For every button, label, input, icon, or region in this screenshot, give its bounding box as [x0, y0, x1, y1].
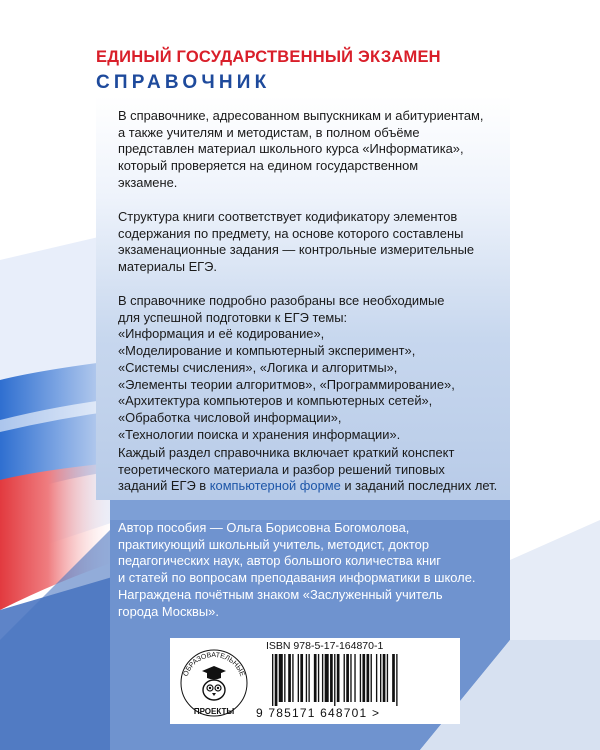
barcode-bar	[371, 654, 372, 702]
barcode-bar	[362, 654, 365, 702]
barcode-bar	[314, 654, 317, 702]
text-line: Награждена почётным знаком «Заслуженный учитель	[118, 586, 443, 602]
text-line: и статей по вопросам преподавания информатики в школе.	[118, 570, 476, 586]
owl-logo-icon	[176, 643, 252, 719]
barcode-bar	[292, 654, 293, 702]
exam-title: ЕДИНЫЙ ГОСУДАРСТВЕННЫЙ ЭКЗАМЕН	[96, 48, 441, 66]
barcode-bar	[387, 654, 388, 702]
text-line: а также учителям и методистам, в полном объёме	[118, 124, 420, 140]
topic-line: «Архитектура компьютеров и компьютерных сетей»,	[118, 393, 433, 409]
topic-line: «Системы счисления», «Логика и алгоритмы»,	[118, 359, 398, 375]
barcode-bar	[344, 654, 345, 702]
paragraph-author	[118, 520, 498, 620]
text-line: города Москвы».	[118, 603, 219, 619]
paragraph-topics	[118, 293, 498, 443]
barcode-bar	[272, 654, 273, 706]
barcode-bar	[367, 654, 370, 702]
barcode-bar	[380, 654, 381, 702]
text-line: В справочнике, адресованном выпускникам и абитуриентам,	[118, 108, 484, 123]
paragraph-audience	[118, 108, 498, 192]
barcode-bar	[376, 654, 377, 702]
barcode-bar	[298, 654, 299, 702]
barcode-bar	[354, 654, 355, 702]
barcode-bar	[308, 654, 309, 702]
barcode-bar	[337, 654, 340, 702]
barcode-bar	[275, 654, 278, 706]
barcode-bar	[360, 654, 361, 702]
highlight-computer-form: компьютерной форме	[209, 478, 341, 494]
topic-line: «Элементы теории алгоритмов», «Программирование»,	[118, 376, 455, 392]
topic-line: «Технологии поиска и хранения информации».	[118, 426, 401, 442]
barcode-bar	[306, 654, 307, 702]
publisher-arc-text: ОБРАЗОВАТЕЛЬНЫЕ	[182, 651, 246, 678]
barcode-bar	[279, 654, 283, 702]
text-line: содержания по предмету, на основе которого составлены	[118, 225, 464, 241]
barcode-bar	[346, 654, 349, 702]
barcode-bars	[270, 654, 452, 706]
barcode-bar	[318, 654, 319, 702]
barcode-bar	[383, 654, 386, 702]
text-line: экзамене.	[118, 174, 178, 190]
barcode-bar	[392, 654, 395, 702]
barcode-bar	[396, 654, 397, 706]
text-line: представлен материал школьного курса «Информатика»,	[118, 141, 464, 157]
topic-line: «Информация и её кодирование»,	[118, 326, 325, 342]
publisher-name: ПРОЕКТЫ	[193, 707, 235, 716]
text-fragment: и заданий последних лет.	[340, 478, 498, 494]
barcode-bar	[334, 654, 335, 706]
text-line: теоретического материала и разбор решений типовых	[118, 461, 445, 477]
text-line: Структура книги соответствует кодификатору элементов	[118, 209, 458, 224]
text-line: педагогических наук, автор большого количества книг	[118, 553, 441, 569]
barcode-bar	[322, 654, 323, 702]
text-line: экзаменационные задания — контрольные измерительные	[118, 242, 475, 258]
barcode-bar	[300, 654, 303, 702]
text-line: Каждый раздел справочника включает краткий конспект	[118, 445, 455, 460]
text-fragment: заданий ЕГЭ в	[118, 478, 210, 494]
paragraph-sections	[118, 445, 498, 495]
text-line: материалы ЕГЭ.	[118, 259, 218, 275]
text-line: В справочнике подробно разобраны все необходимые	[118, 293, 445, 308]
text-line: для успешной подготовки к ЕГЭ темы:	[118, 309, 348, 325]
text-line	[118, 478, 498, 495]
text-line: который проверяется на едином государственном	[118, 158, 419, 174]
paragraph-structure	[118, 209, 498, 276]
isbn-label: ISBN 978-5-17-164870-1	[266, 640, 384, 652]
text-line: Автор пособия — Ольга Борисовна Богомолова,	[118, 520, 410, 535]
text-line: практикующий школьный учитель, методист, доктор	[118, 536, 429, 552]
barcode-bar	[350, 654, 351, 702]
topic-line: «Моделирование и компьютерный эксперимент»,	[118, 343, 416, 359]
barcode-bar	[288, 654, 291, 702]
barcode-bar	[284, 654, 285, 702]
barcode-bar	[325, 654, 329, 702]
barcode-number: 9 785171 648701 >	[256, 706, 381, 720]
barcode-bar	[330, 654, 333, 702]
isbn-barcode-panel	[170, 638, 460, 724]
topic-line: «Обработка числовой информации»,	[118, 409, 342, 425]
book-type-title: СПРАВОЧНИК	[96, 72, 271, 93]
